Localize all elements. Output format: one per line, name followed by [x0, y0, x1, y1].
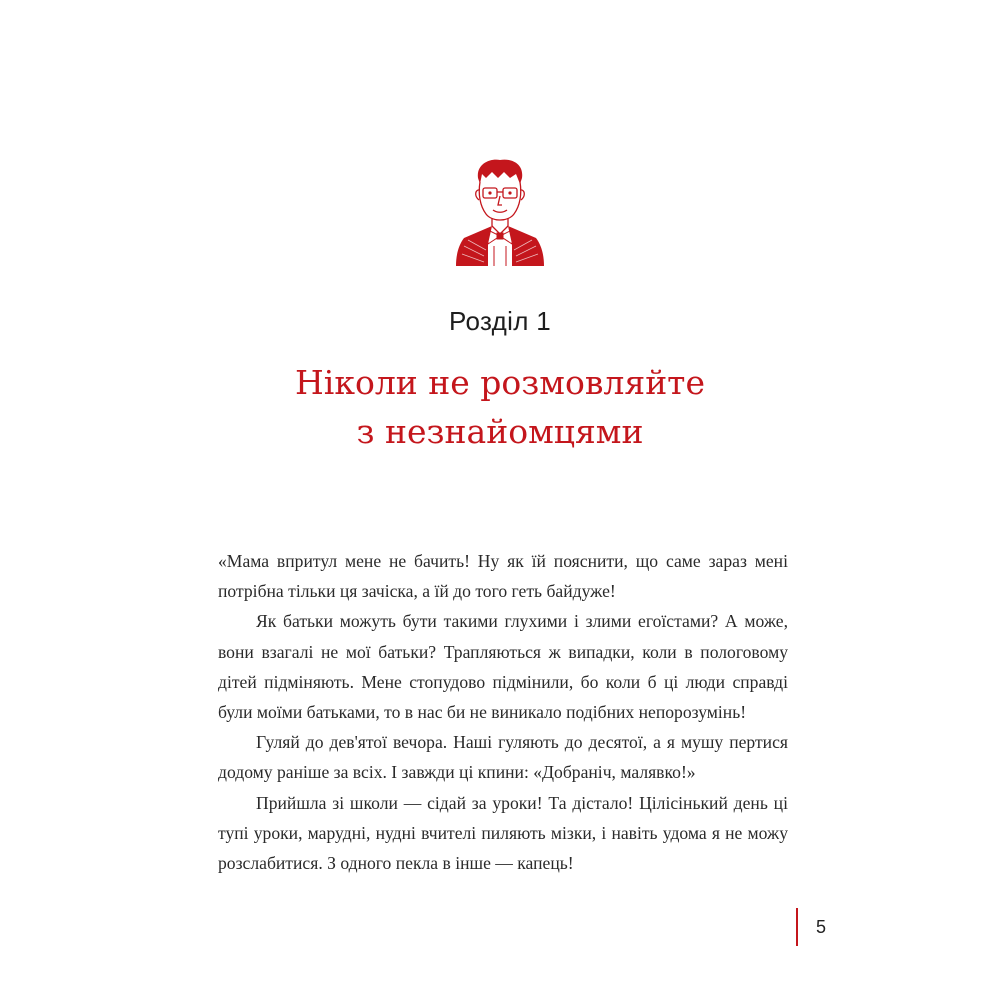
page-number-divider [796, 908, 798, 946]
page-footer [796, 908, 826, 946]
paragraph: Гуляй до дев'ятої вечора. Наші гуляють до десятої, а я мушу пертися додому раніше за всіх. І завжди ці кпини: «Добраніч, малявко!» [218, 732, 788, 783]
man-with-glasses-bowtie-illustration [454, 156, 546, 268]
chapter-title-line-2: з незнайомцями [356, 412, 644, 451]
chapter-label: Розділ 1 [449, 306, 551, 336]
chapter-title-line-1: Ніколи не розмовляйте [295, 363, 705, 402]
chapter-title [0, 358, 1000, 456]
paragraph: Прийшла зі школи — сідай за уроки! Та дістало! Цілісінький день ці тупі уроки, марудні, нудні вчителі пиляють мізки, і навіть удома я не можу розслабитися. З одного пекла в інше — капець! [218, 792, 788, 874]
paragraph: Як батьки можуть бути такими глухими і злими егоїстами? А може, вони взагалі не мої батьки? Трапляються ж випадки, коли в пологовому дітей підміняють. Мене стопудово підмінили, бо коли б ці люди справді були моїми батьками, то в нас би не виникало подібних непорозумінь! [218, 611, 788, 723]
body-text [218, 546, 788, 878]
page-number: 5 [816, 916, 827, 937]
paragraph: «Мама впритул мене не бачить! Ну як їй пояснити, що саме зараз мені потрібна тільки ця зачіска, а їй до того геть байдуже! [218, 551, 788, 602]
